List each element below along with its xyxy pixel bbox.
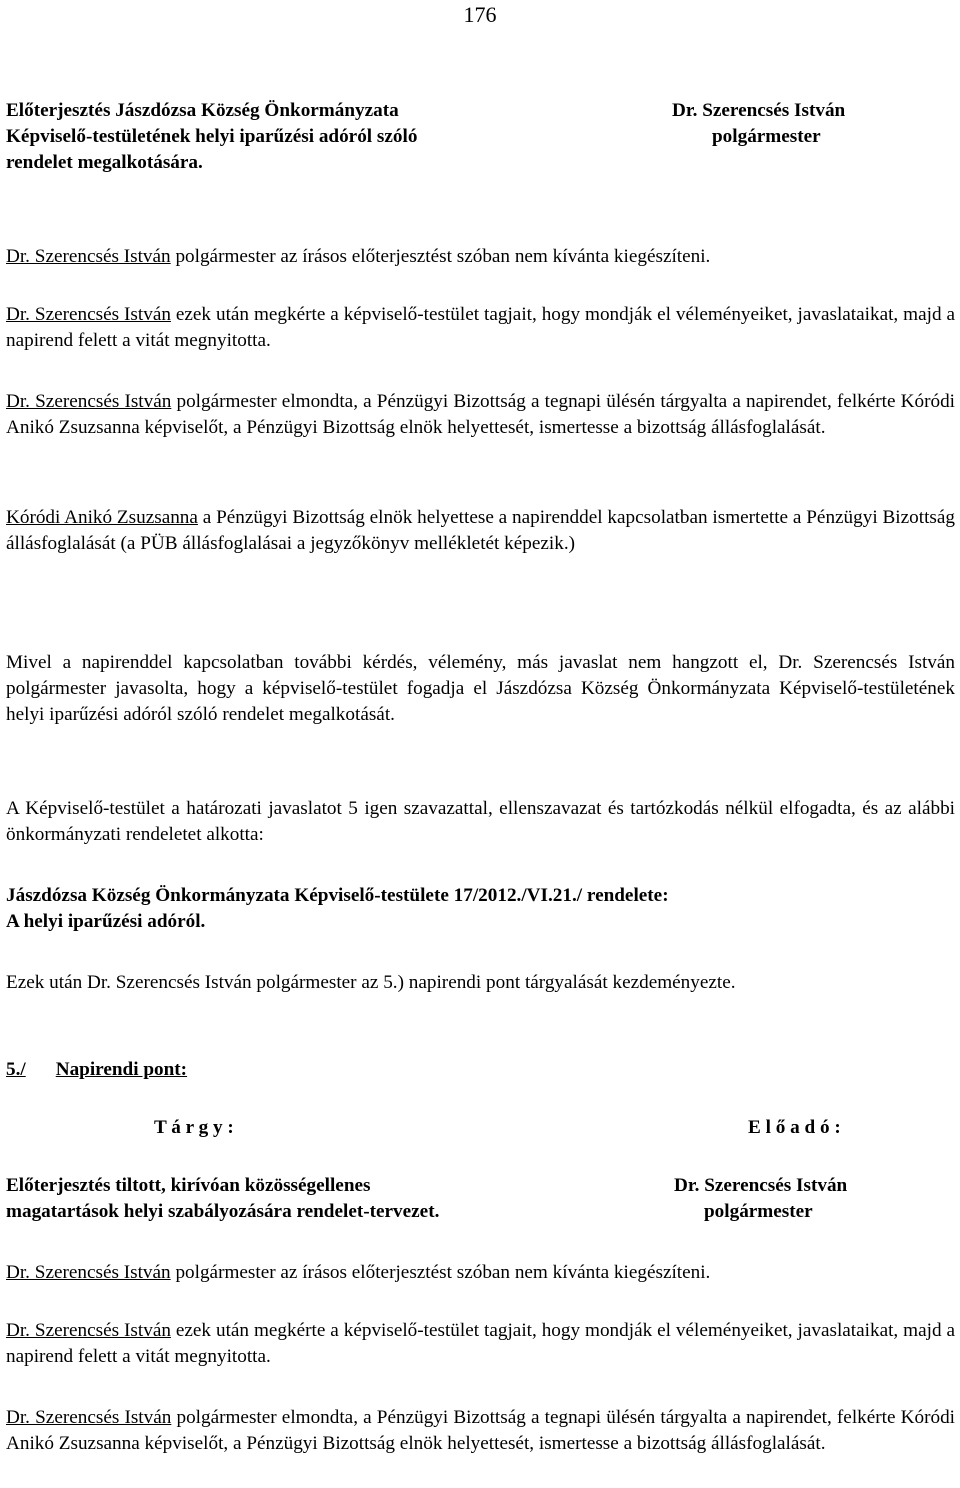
paragraph: A Képviselő-testület a határozati javaslatot 5 igen szavazattal, ellenszavazat és tartózkodás nélkül elfogadta, és az alábbi önkormányzati rendeletet alkotta: xyxy=(6,798,955,845)
subject-heading: T á r g y : xyxy=(154,1117,234,1138)
paragraph xyxy=(6,389,955,441)
paragraph xyxy=(6,302,955,354)
paragraph: Ezek után Dr. Szerencsés István polgármester az 5.) napirendi pont tárgyalását kezdeményezte. xyxy=(6,972,736,993)
header-presenter-title: polgármester xyxy=(712,126,821,147)
header-subject-line: Előterjesztés Jászdózsa Község Önkormányzata xyxy=(6,100,399,121)
header-presenter xyxy=(672,98,845,150)
agenda-item-presenter xyxy=(674,1173,847,1225)
speaker-name: Dr. Szerencsés István xyxy=(6,246,171,267)
speaker-name: Dr. Szerencsés István xyxy=(6,1262,171,1283)
header-subject-line: Képviselő-testületének helyi iparűzési adóról szóló xyxy=(6,126,418,147)
agenda-item-presenter-name: Dr. Szerencsés István xyxy=(674,1175,848,1196)
paragraph xyxy=(6,505,955,557)
header-subject xyxy=(6,98,417,176)
agenda-number: 5./ xyxy=(6,1059,26,1080)
page-number: 176 xyxy=(463,2,497,27)
agenda-label: Napirendi pont: xyxy=(55,1059,188,1080)
paragraph-text: a Pénzügyi Bizottság elnök helyettese a napirenddel kapcsolatban ismertette a Pénzügyi Bizottság állásfoglalását (a PÜB állásfoglalásai a jegyzőkönyv mellékletét képezik.) xyxy=(6,507,955,554)
paragraph-text: ezek után megkérte a képviselő-testület tagjait, hogy mondják el véleményeiket, javaslataikat, majd a napirend felett a vitát megnyitotta. xyxy=(6,304,955,351)
header-subject-line: rendelet megalkotására. xyxy=(6,152,203,173)
paragraph: Mivel a napirenddel kapcsolatban további kérdés, vélemény, más javaslat nem hangzott el, Dr. Szerencsés István polgármester javasolta, hogy a képviselő-testület fogadja el Jászdózsa Község Önkormányzata Képviselő-testületének helyi iparűzési adóról szóló rendelet megalkotását. xyxy=(6,652,955,725)
agenda-item-subject-line: Előterjesztés tiltott, kirívóan közösségellenes xyxy=(6,1175,371,1196)
paragraph-text: polgármester az írásos előterjesztést szóban nem kívánta kiegészíteni. xyxy=(170,246,711,267)
agenda-item-subject-line: magatartások helyi szabályozására rendelet-tervezet. xyxy=(6,1201,440,1222)
agenda-heading xyxy=(6,1057,955,1083)
paragraph xyxy=(6,1318,955,1370)
decree-subtitle: A helyi iparűzési adóról. xyxy=(6,911,206,932)
agenda-item-presenter-title: polgármester xyxy=(704,1201,813,1222)
paragraph-text: polgármester elmondta, a Pénzügyi Bizottság a tegnapi ülésén tárgyalta a napirendet, felkérte Kóródi Anikó Zsuzsanna képviselőt, a Pénzügyi Bizottság elnök helyettesét, ismertesse a bizottság állásfoglalását. xyxy=(6,1407,956,1454)
speaker-name: Kóródi Anikó Zsuzsanna xyxy=(6,507,198,528)
decree-title xyxy=(6,883,955,935)
paragraph xyxy=(6,1405,955,1457)
speaker-name: Dr. Szerencsés István xyxy=(6,304,171,325)
paragraph xyxy=(6,244,955,270)
paragraph-text: polgármester az írásos előterjesztést szóban nem kívánta kiegészíteni. xyxy=(170,1262,711,1283)
decree-title-line: Jászdózsa Község Önkormányzata Képviselő-testülete 17/2012./VI.21./ rendelete: xyxy=(6,885,669,906)
presenter-heading: E l ő a d ó : xyxy=(748,1117,841,1138)
agenda-item-subject xyxy=(6,1173,439,1225)
speaker-name: Dr. Szerencsés István xyxy=(6,1320,171,1341)
speaker-name: Dr. Szerencsés István xyxy=(6,1407,172,1428)
paragraph xyxy=(6,1260,955,1286)
speaker-name: Dr. Szerencsés István xyxy=(6,391,172,412)
paragraph-text: polgármester elmondta, a Pénzügyi Bizottság a tegnapi ülésén tárgyalta a napirendet, felkérte Kóródi Anikó Zsuzsanna képviselőt, a Pénzügyi Bizottság elnök helyettesét, ismertesse a bizottság állásfoglalását. xyxy=(6,391,956,438)
paragraph-text: ezek után megkérte a képviselő-testület tagjait, hogy mondják el véleményeiket, javaslataikat, majd a napirend felett a vitát megnyitotta. xyxy=(6,1320,955,1367)
header-presenter-name: Dr. Szerencsés István xyxy=(672,100,846,121)
